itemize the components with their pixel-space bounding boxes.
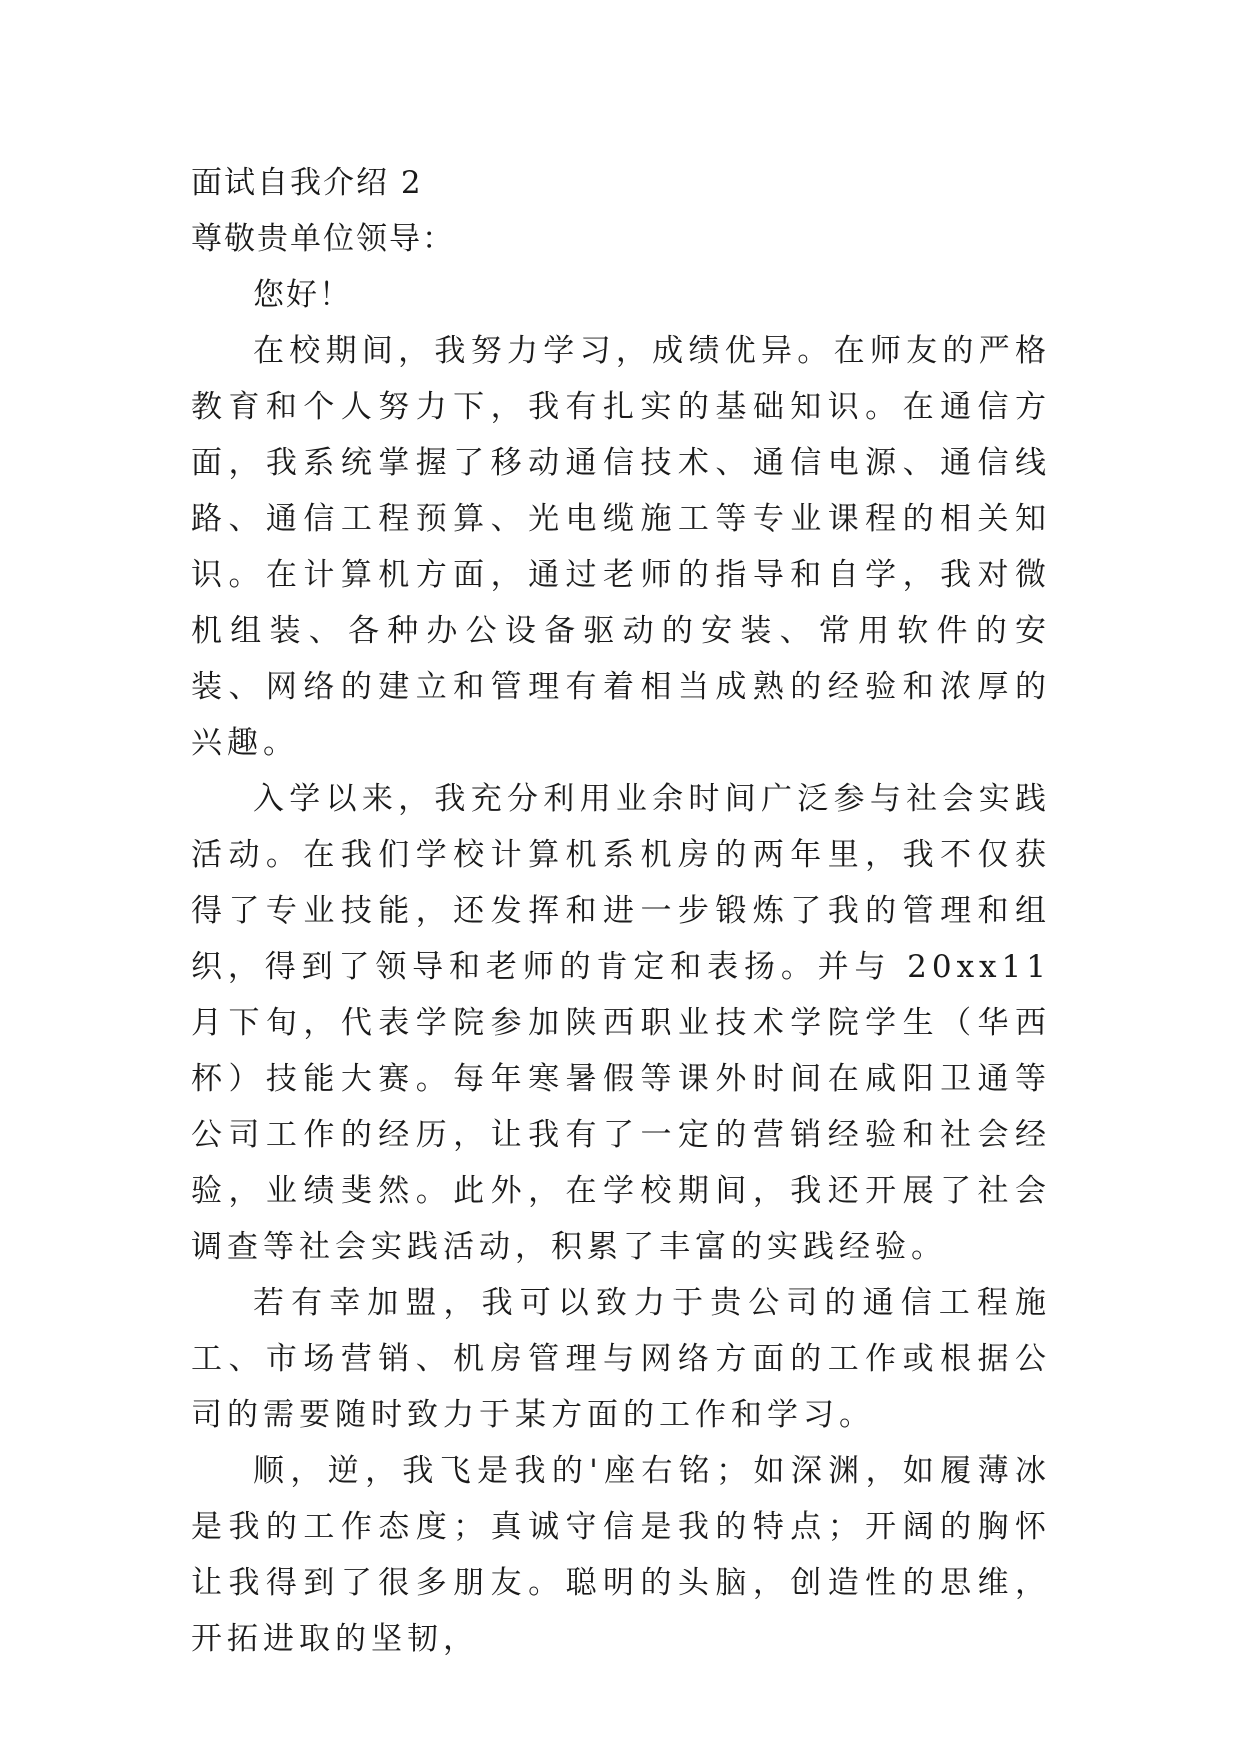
paragraph-motto: 顺，逆，我飞是我的'座右铭；如深渊，如履薄冰是我的工作态度；真诚守信是我的特点；开阔的胸怀让我得到了很多朋友。聪明的头脑，创造性的思维，开拓进取的坚韧， (191, 1453, 1051, 1657)
document-title: 面试自我介绍 2 (191, 165, 423, 201)
document-page (191, 155, 1051, 1667)
paragraph-goals: 若有幸加盟，我可以致力于贵公司的通信工程施工、市场营销、机房管理与网络方面的工作或根据公司的需要随时致力于某方面的工作和学习。 (191, 1285, 1051, 1433)
greeting: 您好！ (253, 277, 352, 313)
paragraph-study: 在校期间，我努力学习，成绩优异。在师友的严格教育和个人努力下，我有扎实的基础知识。在通信方面，我系统掌握了移动通信技术、通信电源、通信线路、通信工程预算、光电缆施工等专业课程的相关知识。在计算机方面，通过老师的指导和自学，我对微机组装、各种办公设备驱动的安装、常用软件的安装、网络的建立和管理有着相当成熟的经验和浓厚的兴趣。 (191, 333, 1051, 761)
salutation: 尊敬贵单位领导： (191, 221, 455, 257)
paragraph-practice: 入学以来，我充分利用业余时间广泛参与社会实践活动。在我们学校计算机系机房的两年里，我不仅获得了专业技能，还发挥和进一步锻炼了我的管理和组织，得到了领导和老师的肯定和表扬。并与 20xx11 月下旬，代表学院参加陕西职业技术学院学生（华西杯）技能大赛。每年寒暑假等课外时间在咸阳卫通等公司工作的经历，让我有了一定的营销经验和社会经验，业绩斐然。此外，在学校期间，我还开展了社会调查等社会实践活动，积累了丰富的实践经验。 (191, 781, 1051, 1265)
